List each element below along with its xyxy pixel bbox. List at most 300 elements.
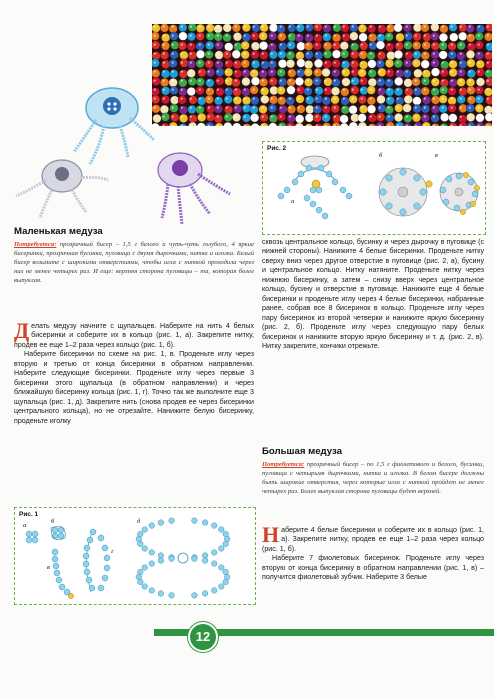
bead-highlight (343, 26, 345, 28)
figure-letter: д (137, 518, 141, 525)
bead-highlight (154, 26, 156, 28)
bead-highlight (451, 35, 453, 37)
bead-highlight (298, 89, 300, 91)
bead (387, 51, 396, 60)
bead (368, 69, 377, 78)
bead-highlight (352, 53, 354, 55)
bead (350, 32, 359, 41)
bead-highlight (406, 44, 408, 46)
bead-highlight (298, 62, 300, 64)
bead-highlight (262, 44, 264, 46)
bead (394, 87, 403, 96)
bead-highlight (478, 107, 480, 109)
bead (476, 68, 485, 77)
bead (431, 87, 440, 96)
figure-bead (158, 520, 164, 526)
bead (376, 78, 385, 87)
bead-highlight (361, 71, 363, 73)
bead-highlight (235, 26, 237, 28)
bead (395, 42, 404, 51)
bead-highlight (487, 62, 489, 64)
bead-highlight (343, 62, 345, 64)
figure-bead (149, 561, 155, 567)
bead-highlight (271, 80, 273, 82)
bead-highlight (388, 80, 390, 82)
figure-bead (218, 565, 224, 571)
bead-highlight (397, 89, 399, 91)
bead (394, 50, 403, 59)
figure-bead (149, 550, 155, 556)
bead (485, 24, 492, 32)
bead (440, 68, 449, 77)
bead-highlight (460, 98, 462, 100)
bead-highlight (415, 89, 417, 91)
bead-highlight (325, 35, 327, 37)
bead-highlight (451, 53, 453, 55)
bead (403, 24, 412, 32)
bead-highlight (388, 98, 390, 100)
bead-highlight (469, 53, 471, 55)
bead (278, 78, 287, 87)
bead (314, 123, 323, 126)
bead (431, 123, 440, 126)
figure-bead (218, 584, 224, 590)
bead (377, 87, 386, 96)
bead-highlight (478, 26, 480, 28)
bead (394, 24, 403, 32)
bead (305, 34, 314, 43)
bead (350, 43, 359, 52)
bead-highlight (271, 98, 273, 100)
bead-highlight (334, 71, 336, 73)
bead-highlight (325, 53, 327, 55)
bead (448, 87, 457, 96)
purple-jellyfish-image (158, 153, 230, 224)
bead (322, 114, 331, 123)
bead (448, 51, 457, 60)
bead-highlight (343, 35, 345, 37)
bead-highlight (307, 98, 309, 100)
bead (331, 87, 340, 96)
bead (350, 24, 359, 32)
bead-highlight (325, 89, 327, 91)
bead-highlight (442, 62, 444, 64)
bead-highlight (424, 62, 426, 64)
bead-highlight (307, 53, 309, 55)
bead-highlight (190, 35, 192, 37)
bead-highlight (352, 62, 354, 64)
bead (421, 87, 430, 96)
bead (386, 69, 395, 78)
bead-highlight (316, 53, 318, 55)
bead-highlight (460, 53, 462, 55)
bead-highlight (460, 44, 462, 46)
bead (277, 68, 286, 77)
bead-highlight (334, 35, 336, 37)
bead (385, 114, 394, 123)
bead-highlight (280, 98, 282, 100)
bead-highlight (307, 26, 309, 28)
bead (439, 104, 448, 113)
bead-highlight (370, 53, 372, 55)
bead-highlight (415, 98, 417, 100)
figure-bead (169, 593, 175, 599)
bead-highlight (271, 53, 273, 55)
bead (467, 69, 476, 78)
figure-bead (211, 550, 217, 556)
bead-highlight (478, 116, 480, 118)
white-jellyfish-image (16, 160, 108, 218)
bead-highlight (253, 26, 255, 28)
figure-bead (169, 556, 175, 562)
bead (421, 105, 430, 114)
bead (431, 96, 440, 105)
bead-highlight (262, 62, 264, 64)
instruction-paragraph: сквозь центральное кольцо, бусинку и через дырочку в пуговице (с нижней стороны). Нанижите 4 белые бисеринки. Проденьте нитку сверху вниз через другое отверстие в пуговице (рис. 2, а), бусину и центральное кольцо. Нитку натяните. Проденьте нитку через нижнюю бисеринку, а затем – снизу вверх через центральное кольцо, бусину и отверстие в пуговице. Нанижите еще 4 белые бисеринки и проденьте иглу через 4 белые бисеринки, набранные ранее, собрав все 8 бисеринок в кольцо. Проденьте иглу через пару бисеринок из второй четверки и нанижите яркую бисеринку (рис. 2, б). Проденьте иглу через следующую пару белых бисеринок и нанижите вторую яркую бисеринку и т. д. (рис. 2, в). Нитку закрепите, кончики отрежьте. (262, 238, 484, 350)
bead-highlight (397, 53, 399, 55)
bead (367, 105, 376, 114)
bead (287, 86, 296, 95)
bead (439, 33, 448, 42)
bead (341, 97, 350, 106)
bead (421, 24, 430, 32)
bead-highlight (370, 26, 372, 28)
bead (323, 50, 332, 59)
figure-bead (158, 558, 164, 564)
bead-highlight (361, 62, 363, 64)
bead-highlight (280, 44, 282, 46)
bead (486, 42, 492, 51)
bead-highlight (271, 89, 273, 91)
bead-highlight (334, 98, 336, 100)
bead-highlight (433, 116, 435, 118)
bead-highlight (352, 44, 354, 46)
bead (287, 41, 296, 50)
bead (278, 32, 287, 41)
bead (368, 41, 377, 50)
bead-highlight (406, 80, 408, 82)
bead (485, 78, 492, 87)
bead (440, 113, 449, 122)
bead-highlight (316, 26, 318, 28)
bead (359, 51, 368, 60)
bead-highlight (343, 107, 345, 109)
bead (439, 42, 448, 51)
section-title-small-jellyfish: Маленькая медуза (14, 226, 103, 237)
bead (377, 51, 386, 60)
bead (259, 105, 268, 114)
bead-highlight (451, 89, 453, 91)
bead-highlight (442, 71, 444, 73)
bead-highlight (433, 80, 435, 82)
bead-highlight (289, 71, 291, 73)
bead-highlight (352, 98, 354, 100)
bead (422, 122, 431, 126)
bead (430, 32, 439, 41)
bead-highlight (280, 107, 282, 109)
bead-highlight (280, 53, 282, 55)
bead-highlight (172, 35, 174, 37)
bead (378, 68, 387, 77)
bead-highlight (442, 44, 444, 46)
bead-highlight (415, 107, 417, 109)
bead-highlight (460, 89, 462, 91)
bead-highlight (451, 116, 453, 118)
bead-highlight (334, 107, 336, 109)
bead-highlight (487, 53, 489, 55)
bead-highlight (460, 80, 462, 82)
bead (359, 77, 368, 86)
bead (269, 114, 278, 123)
figure-letter: г (111, 548, 114, 555)
bead-highlight (406, 116, 408, 118)
bead (394, 77, 403, 86)
bead-highlight (307, 35, 309, 37)
bead-highlight (343, 89, 345, 91)
bead-highlight (469, 26, 471, 28)
figure-bead (158, 591, 164, 597)
figure-bead (142, 565, 148, 571)
bead (340, 41, 349, 50)
bead-highlight (397, 80, 399, 82)
bead-highlight (280, 89, 282, 91)
bead-highlight (334, 62, 336, 64)
bead-highlight (487, 116, 489, 118)
bead (405, 51, 414, 60)
bead-highlight (334, 26, 336, 28)
bead (278, 122, 287, 126)
bead-highlight (325, 98, 327, 100)
bead (341, 60, 350, 69)
instructions-left-column (14, 318, 254, 426)
bead (278, 50, 287, 59)
figure-bead (169, 518, 175, 524)
bead (260, 24, 269, 32)
bead-highlight (334, 89, 336, 91)
bead-highlight (433, 89, 435, 91)
bead-highlight (307, 80, 309, 82)
bead (323, 24, 332, 33)
bead (324, 78, 333, 87)
bead-highlight (298, 98, 300, 100)
bead (466, 113, 475, 122)
bead-highlight (262, 53, 264, 55)
bead-highlight (298, 26, 300, 28)
instruction-paragraph: Наберите бисеринки по схеме на рис. 1, в. Проденьте иглу через вторую и третью от конца бисеринки в обратном направлении. Наберите следующие бисеринки. Проденьте иглу через первые 3 бисеринки этого щупальца (в обратном направлении) и через ближайшую бисеринку кольца (рис. 1, г). Точно так же выполните еще 3 щупальца (рис. 1, д). Закрепите нить (снова продев ее через бисеринки центрального кольца), но не отрезайте. Нанижите белую бисеринку, проденьте иголку (14, 350, 254, 425)
bead-highlight (208, 35, 210, 37)
bead-highlight (379, 89, 381, 91)
bead-highlight (262, 89, 264, 91)
bead-highlight (325, 44, 327, 46)
bead-highlight (352, 89, 354, 91)
bead-highlight (316, 89, 318, 91)
instructions-right-column (262, 238, 484, 351)
figure-2 (262, 141, 486, 235)
bead (412, 78, 421, 87)
bead-highlight (289, 80, 291, 82)
bead-highlight (388, 116, 390, 118)
bead (385, 43, 394, 52)
figure-bead (202, 558, 208, 564)
bead (476, 24, 485, 33)
bead (449, 122, 458, 126)
bead-highlight (343, 44, 345, 46)
bead-highlight (442, 53, 444, 55)
bead (252, 24, 261, 32)
bead-highlight (352, 71, 354, 73)
bead-highlight (469, 44, 471, 46)
bead-highlight (388, 44, 390, 46)
bead-highlight (478, 98, 480, 100)
bead (449, 60, 458, 69)
figure-letter: в (47, 564, 50, 571)
bead-highlight (289, 98, 291, 100)
figure-bead (142, 584, 148, 590)
dropcap-letter: Д (14, 318, 30, 343)
bead-highlight (280, 26, 282, 28)
bead (232, 24, 241, 32)
bead-highlight (289, 89, 291, 91)
bead-highlight (352, 35, 354, 37)
bead-highlight (460, 116, 462, 118)
materials-text: прозрачный бисер – по 1,5 г фиолетового и белого, бусинки, пуговица с четырьмя дырочками, нитка и иголка. В белом бисере должны быть широкие отверстия, через которые игла с ниткой пройдет не менее четырех раз. Более выпуклая сторона пуговицы будет верхней. (262, 461, 484, 495)
bead (431, 68, 440, 77)
bead-highlight (487, 35, 489, 37)
bead-highlight (154, 35, 156, 37)
bead (359, 61, 368, 70)
bead-highlight (271, 107, 273, 109)
bead (333, 24, 342, 32)
bead-highlight (262, 107, 264, 109)
bead-highlight (415, 62, 417, 64)
bead (323, 60, 332, 69)
bead (305, 124, 314, 126)
bead-highlight (442, 89, 444, 91)
bead (358, 24, 367, 33)
bead-highlight (262, 98, 264, 100)
bead (467, 43, 476, 52)
bead (421, 51, 430, 60)
bead (278, 59, 287, 68)
bead (313, 68, 322, 77)
bead (332, 59, 341, 68)
bead-highlight (388, 89, 390, 91)
bead-highlight (280, 116, 282, 118)
bead-highlight (388, 26, 390, 28)
figure-bead (149, 523, 155, 529)
bead-highlight (442, 26, 444, 28)
bead (368, 33, 377, 42)
bead-highlight (325, 107, 327, 109)
bead-highlight (460, 62, 462, 64)
bead-highlight (478, 53, 480, 55)
bead-highlight (289, 26, 291, 28)
bead (368, 114, 377, 123)
bead (296, 86, 305, 95)
bead (395, 122, 404, 126)
bead-highlight (226, 26, 228, 28)
bead-highlight (199, 26, 201, 28)
bead-highlight (478, 80, 480, 82)
bead (484, 33, 492, 42)
bead-highlight (307, 71, 309, 73)
bead (359, 105, 368, 114)
bead (386, 96, 395, 105)
bead (358, 114, 367, 123)
page-number: 12 (188, 622, 218, 652)
bead (296, 24, 305, 32)
bead (358, 95, 367, 104)
figure-bead (218, 527, 224, 533)
bead-highlight (487, 71, 489, 73)
bead (295, 77, 304, 86)
bead-highlight (181, 35, 183, 37)
bead (431, 78, 440, 87)
bead-highlight (469, 71, 471, 73)
bead (287, 114, 296, 123)
bead-highlight (361, 26, 363, 28)
bead (323, 42, 332, 51)
bead (260, 113, 269, 122)
bead (342, 33, 351, 42)
bead-highlight (172, 26, 174, 28)
bead-highlight (370, 80, 372, 82)
bead (413, 87, 422, 96)
bead-highlight (379, 35, 381, 37)
bead (466, 24, 475, 33)
bead-highlight (487, 26, 489, 28)
bead (378, 25, 387, 34)
bead-highlight (280, 71, 282, 73)
bead-highlight (388, 35, 390, 37)
bead (206, 24, 215, 32)
bead-highlight (352, 80, 354, 82)
figure-bead (138, 579, 144, 585)
bead (449, 114, 458, 123)
figure-bead (158, 553, 164, 559)
figure-bead (192, 593, 198, 599)
bead (331, 95, 340, 104)
bead (431, 42, 440, 51)
bead-highlight (271, 26, 273, 28)
bead-highlight (478, 35, 480, 37)
bead (332, 41, 341, 50)
bead (403, 69, 412, 78)
bead-highlight (460, 71, 462, 73)
bead (313, 114, 322, 123)
bead (466, 78, 475, 87)
bead-highlight (388, 107, 390, 109)
bead (423, 33, 432, 42)
bead-highlight (199, 35, 201, 37)
bead (385, 87, 394, 96)
jellyfish-photo (0, 40, 256, 230)
bead-highlight (397, 116, 399, 118)
bead-highlight (478, 71, 480, 73)
bead-highlight (208, 26, 210, 28)
bead (467, 122, 476, 126)
bead-highlight (361, 89, 363, 91)
bead-highlight (361, 80, 363, 82)
bead-highlight (298, 53, 300, 55)
figure-bead (223, 579, 229, 585)
bead-highlight (433, 71, 435, 73)
bead-highlight (307, 107, 309, 109)
bead-highlight (271, 71, 273, 73)
bead (414, 69, 423, 78)
bead-highlight (442, 80, 444, 82)
bead-highlight (433, 62, 435, 64)
